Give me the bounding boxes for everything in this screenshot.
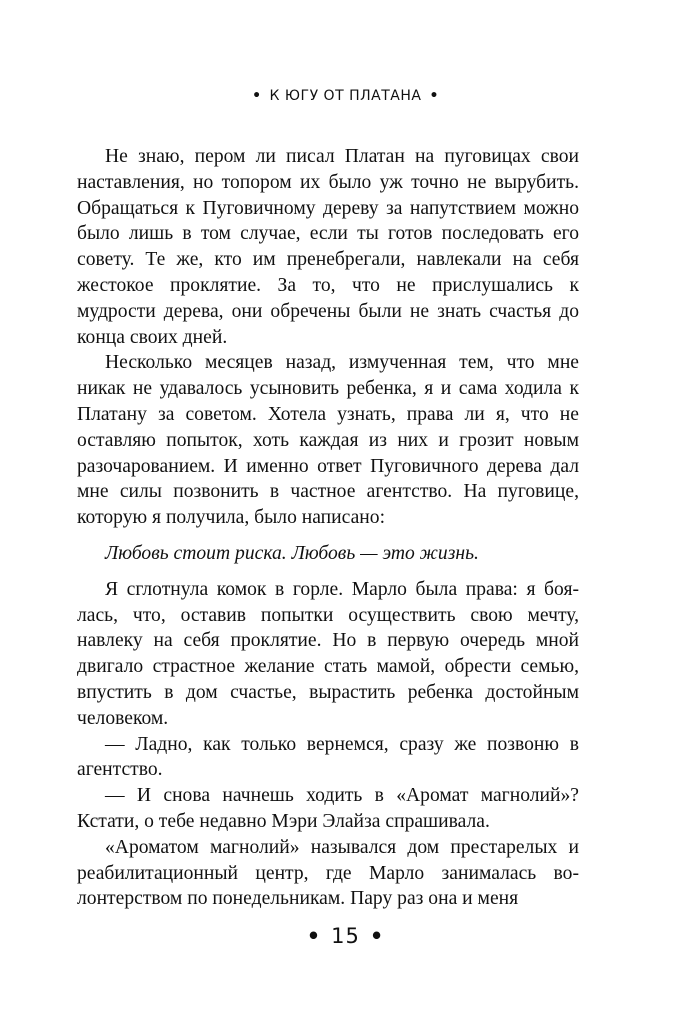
- header-bullet-left: •: [252, 88, 262, 104]
- body-text: [77, 144, 579, 912]
- footer-bullet-left: •: [306, 924, 322, 948]
- running-head: [0, 88, 691, 104]
- paragraph: Не знаю, пером ли писал Платан на пуговицах свои наставления, но топором их было уж точно не вырубить. Обращаться к Пуговичному дереву за напутствием можно было лишь в том случае, если ты готов последовать его совету. Те же, кто им пренебрегали, навлекали на себя жестокое проклятие. За то, что не прислушались к мудрости дерева, они обречены были не знать счастья до конца своих дней.: [77, 146, 579, 348]
- paragraph: Я сглотнула комок в горле. Марло была права: я боялась, что, оставив попытки осуществить свою мечту, навлеку на себя проклятие. Но в первую очередь мной двигало страстное желание стать мамой, обрести семью, впустить в дом счастье, вырастить ребенка достойным человеком.: [77, 578, 579, 729]
- paragraph: Несколько месяцев назад, измученная тем, что мне никак не удавалось усыновить ребенка, я и сама ходила к Платану за советом. Хотела узнать, права ли я, что не оставляю попыток, хоть каждая из них и грозит новым разочарованием. И именно ответ Пуговичного дерева дал мне силы позвонить в частное агентство. На пуговице, которую я получила, было написано:: [77, 352, 579, 529]
- footer-bullet-right: •: [369, 924, 385, 948]
- running-title: К ЮГУ ОТ ПЛАТАНА: [269, 88, 422, 104]
- page-number: [0, 924, 691, 948]
- button-inscription-quote: Любовь стоит риска. Любовь — это жизнь.: [105, 542, 479, 564]
- paragraph: — И снова начнешь ходить в «Аромат магнолий»? Кстати, о тебе недавно Мэри Элайза спрашивала.: [77, 785, 579, 832]
- paragraph: «Ароматом магнолий» назывался дом престарелых и реабилитационный центр, где Марло занималась волонтерством по понедельникам. Пару раз она и меня: [77, 836, 579, 910]
- page-number-value: 15: [331, 924, 360, 948]
- paragraph: — Ладно, как только вернемся, сразу же позвоню в агентство.: [77, 733, 579, 781]
- header-bullet-right: •: [429, 88, 439, 104]
